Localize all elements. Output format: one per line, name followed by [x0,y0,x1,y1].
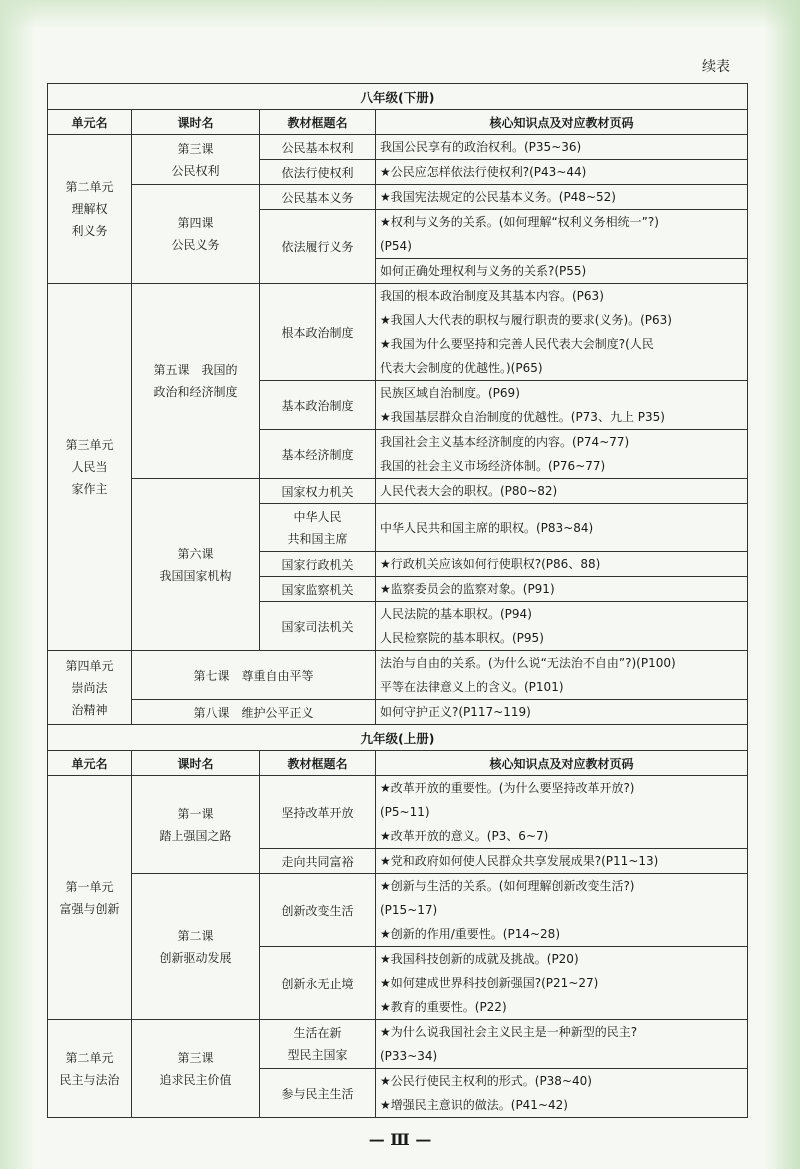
frame-title: 国家权力机关 [260,479,376,504]
header-frame: 教材框题名 [260,751,376,776]
frame-title: 基本经济制度 [260,430,376,479]
knowledge-point: 民族区域自治制度。(P69) ★我国基层群众自治制度的优越性。(P73、九上 P35) [376,381,748,430]
grade8-header-row [48,110,748,135]
unit-name: 第四单元 崇尚法 治精神 [48,651,132,725]
lesson-name: 第一课 踏上强国之路 [132,776,260,874]
frame-title: 国家行政机关 [260,552,376,577]
header-frame: 教材框题名 [260,110,376,135]
knowledge-point: ★行政机关应该如何行使职权?(P86、88) [376,552,748,577]
knowledge-point: ★党和政府如何使人民群众共享发展成果?(P11~13) [376,849,748,874]
frame-title: 生活在新 型民主国家 [260,1020,376,1069]
lesson-name: 第二课 创新驱动发展 [132,874,260,1020]
frame-title: 国家司法机关 [260,602,376,651]
grade9-title: 九年级(上册) [48,725,748,751]
knowledge-point: ★创新与生活的关系。(如何理解创新改变生活?) (P15~17) ★创新的作用/重要性。(P14~28) [376,874,748,947]
unit-name: 第二单元 理解权 利义务 [48,135,132,284]
knowledge-point: 人民法院的基本职权。(P94) 人民检察院的基本职权。(P95) [376,602,748,651]
knowledge-point: 如何守护正义?(P117~119) [376,700,748,725]
header-lesson: 课时名 [132,751,260,776]
lesson-name: 第五课 我国的 政治和经济制度 [132,284,260,479]
left-shadow [0,0,36,1169]
header-unit: 单元名 [48,751,132,776]
knowledge-point: ★监察委员会的监察对象。(P91) [376,577,748,602]
frame-title: 根本政治制度 [260,284,376,381]
lesson-name: 第八课 维护公平正义 [132,700,376,725]
knowledge-point: ★我国宪法规定的公民基本义务。(P48~52) [376,185,748,210]
frame-title: 公民基本义务 [260,185,376,210]
knowledge-point: ★权利与义务的关系。(如何理解“权利义务相统一”?) (P54) [376,210,748,259]
knowledge-point: 法治与自由的关系。(为什么说“无法治不自由”?)(P100) 平等在法律意义上的含义。(P101) [376,651,748,700]
right-shadow [764,0,800,1169]
knowledge-point: ★公民应怎样依法行使权利?(P43~44) [376,160,748,185]
frame-title: 参与民主生活 [260,1069,376,1118]
curriculum-table [47,83,748,1118]
frame-title: 走向共同富裕 [260,849,376,874]
top-shadow [0,0,800,30]
knowledge-point: 人民代表大会的职权。(P80~82) [376,479,748,504]
knowledge-point: ★改革开放的重要性。(为什么要坚持改革开放?) (P5~11) ★改革开放的意义。(P3、6~7) [376,776,748,849]
frame-title: 中华人民 共和国主席 [260,504,376,552]
continued-label: 续表 [702,59,730,75]
page-number: — Ⅲ — [368,1130,432,1149]
header-knowledge: 核心知识点及对应教材页码 [376,110,748,135]
lesson-name: 第六课 我国国家机构 [132,479,260,651]
lesson-name: 第三课 追求民主价值 [132,1020,260,1118]
lesson-name: 第七课 尊重自由平等 [132,651,376,700]
knowledge-point: ★我国科技创新的成就及挑战。(P20) ★如何建成世界科技创新强国?(P21~27) ★教育的重要性。(P22) [376,947,748,1020]
frame-title: 公民基本权利 [260,135,376,160]
frame-title: 依法履行义务 [260,210,376,284]
knowledge-point: 我国社会主义基本经济制度的内容。(P74~77) 我国的社会主义市场经济体制。(P76~77) [376,430,748,479]
frame-title: 国家监察机关 [260,577,376,602]
frame-title: 创新永无止境 [260,947,376,1020]
frame-title: 创新改变生活 [260,874,376,947]
knowledge-point: 如何正确处理权利与义务的关系?(P55) [376,259,748,284]
unit-name: 第一单元 富强与创新 [48,776,132,1020]
knowledge-point: ★公民行使民主权利的形式。(P38~40) ★增强民主意识的做法。(P41~42) [376,1069,748,1118]
unit-name: 第二单元 民主与法治 [48,1020,132,1118]
frame-title: 基本政治制度 [260,381,376,430]
frame-title: 依法行使权利 [260,160,376,185]
header-knowledge: 核心知识点及对应教材页码 [376,751,748,776]
unit-name: 第三单元 人民当 家作主 [48,284,132,651]
header-unit: 单元名 [48,110,132,135]
grade8-title: 八年级(下册) [48,84,748,110]
knowledge-point: 中华人民共和国主席的职权。(P83~84) [376,504,748,552]
grade9-header-row [48,751,748,776]
lesson-name: 第四课 公民义务 [132,185,260,284]
knowledge-point: 我国的根本政治制度及其基本内容。(P63) ★我国人大代表的职权与履行职责的要求(义务)。(P63) ★我国为什么要坚持和完善人民代表大会制度?(人民 代表大会制度的优越性。)(P65) [376,284,748,381]
lesson-name: 第三课 公民权利 [132,135,260,185]
frame-title: 坚持改革开放 [260,776,376,849]
knowledge-point: 我国公民享有的政治权利。(P35~36) [376,135,748,160]
knowledge-point: ★为什么说我国社会主义民主是一种新型的民主? (P33~34) [376,1020,748,1069]
header-lesson: 课时名 [132,110,260,135]
